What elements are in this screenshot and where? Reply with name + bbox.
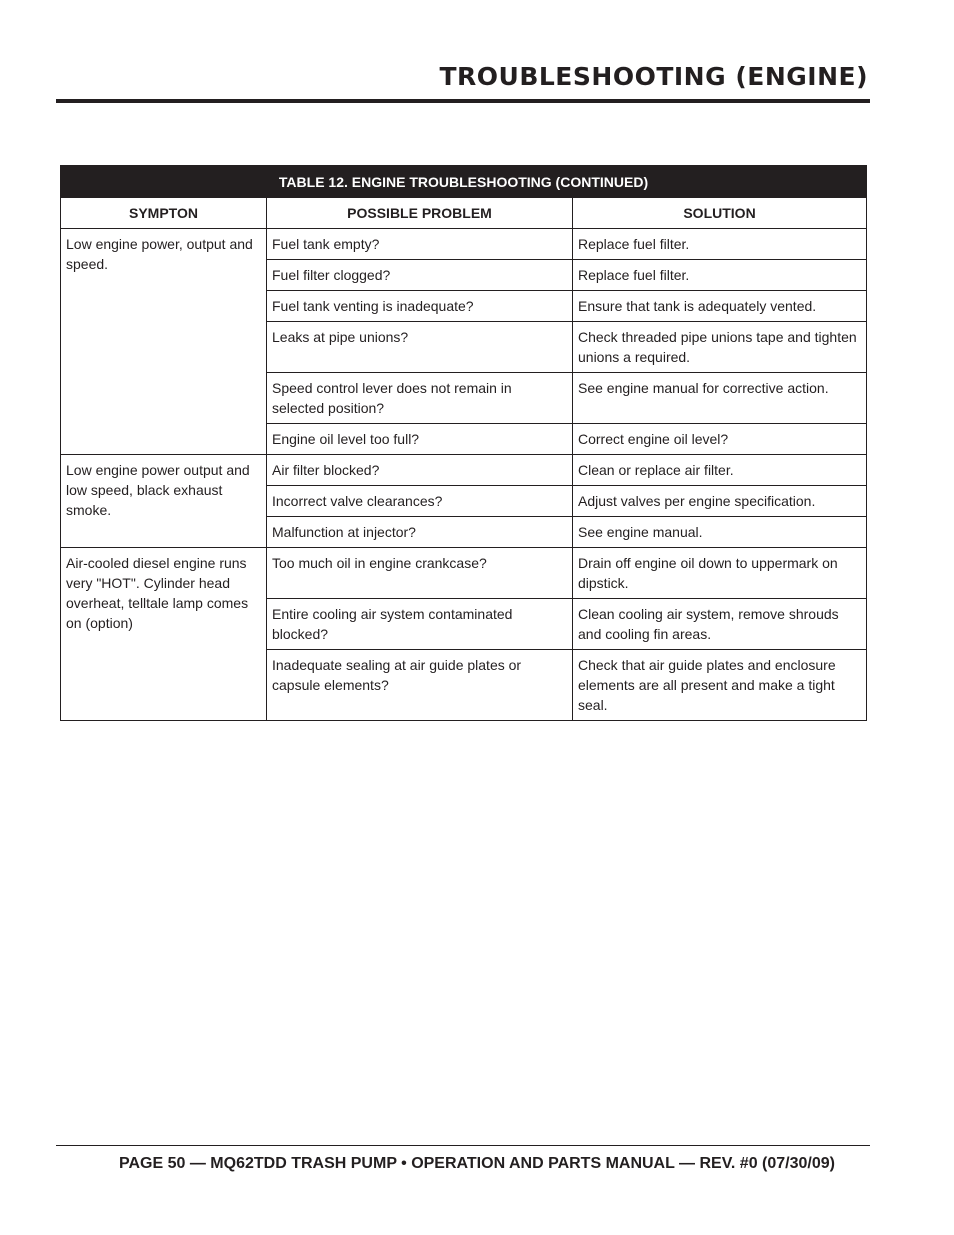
table-row [61, 548, 867, 599]
symptom-cell: Low engine power output and low speed, black exhaust smoke. [61, 455, 267, 548]
table-caption-row [61, 166, 867, 198]
problem-cell: Fuel filter clogged? [267, 260, 573, 291]
solution-cell: Ensure that tank is adequately vented. [573, 291, 867, 322]
title-divider [56, 99, 870, 103]
solution-cell: Clean cooling air system, remove shrouds and cooling fin areas. [573, 599, 867, 650]
solution-cell: Replace fuel filter. [573, 229, 867, 260]
column-header-symptom: SYMPTON [61, 198, 267, 229]
table-row [61, 455, 867, 486]
solution-cell: Adjust valves per engine specification. [573, 486, 867, 517]
problem-cell: Leaks at pipe unions? [267, 322, 573, 373]
solution-cell: Check that air guide plates and enclosure elements are all present and make a tight seal. [573, 650, 867, 721]
column-header-solution: SOLUTION [573, 198, 867, 229]
problem-cell: Fuel tank venting is inadequate? [267, 291, 573, 322]
symptom-cell: Low engine power, output and speed. [61, 229, 267, 455]
solution-cell: Correct engine oil level? [573, 424, 867, 455]
solution-cell: See engine manual. [573, 517, 867, 548]
engine-troubleshooting-table [60, 165, 867, 721]
problem-cell: Malfunction at injector? [267, 517, 573, 548]
problem-cell: Entire cooling air system contaminated blocked? [267, 599, 573, 650]
problem-cell: Inadequate sealing at air guide plates or capsule elements? [267, 650, 573, 721]
solution-cell: See engine manual for corrective action. [573, 373, 867, 424]
problem-cell: Too much oil in engine crankcase? [267, 548, 573, 599]
solution-cell: Clean or replace air filter. [573, 455, 867, 486]
footer-divider [56, 1145, 870, 1146]
column-header-problem: POSSIBLE PROBLEM [267, 198, 573, 229]
page-footer: PAGE 50 — MQ62TDD TRASH PUMP • OPERATION AND PARTS MANUAL — REV. #0 (07/30/09) [119, 1155, 835, 1172]
solution-cell: Check threaded pipe unions tape and tighten unions a required. [573, 322, 867, 373]
table-row [61, 229, 867, 260]
table-header-row [61, 198, 867, 229]
solution-cell: Drain off engine oil down to uppermark on dipstick. [573, 548, 867, 599]
problem-cell: Incorrect valve clearances? [267, 486, 573, 517]
problem-cell: Engine oil level too full? [267, 424, 573, 455]
table-caption: TABLE 12. ENGINE TROUBLESHOOTING (CONTINUED) [61, 166, 867, 198]
problem-cell: Air filter blocked? [267, 455, 573, 486]
symptom-cell: Air-cooled diesel engine runs very "HOT". Cylinder head overheat, telltale lamp comes on (option) [61, 548, 267, 721]
page-title: TROUBLESHOOTING (ENGINE) [439, 62, 868, 91]
solution-cell: Replace fuel filter. [573, 260, 867, 291]
problem-cell: Fuel tank empty? [267, 229, 573, 260]
problem-cell: Speed control lever does not remain in selected position? [267, 373, 573, 424]
